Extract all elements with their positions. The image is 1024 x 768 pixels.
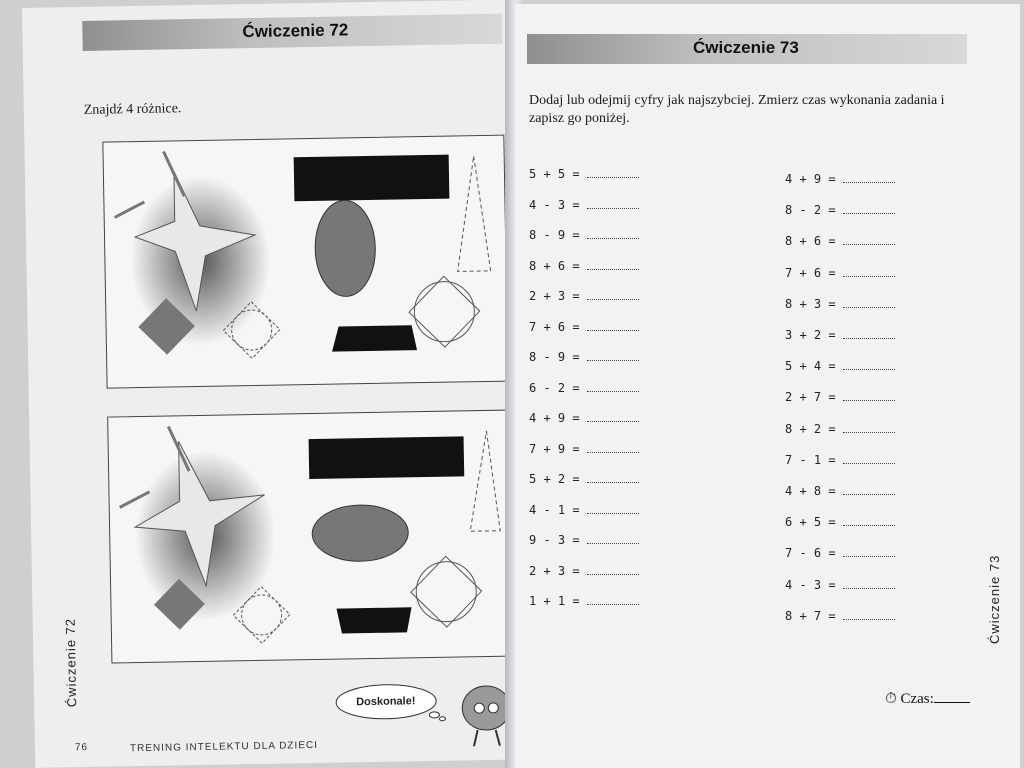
equation-text: 5 + 2 = (529, 472, 587, 486)
answer-blank[interactable] (843, 234, 895, 245)
equation-row (785, 328, 895, 342)
bubble-text: Doskonale! (356, 695, 416, 709)
equation-text: 2 + 3 = (529, 563, 587, 578)
black-rectangle (294, 155, 450, 202)
answer-blank[interactable] (587, 442, 639, 453)
answer-blank[interactable] (843, 546, 895, 557)
equation-text: 2 + 3 = (529, 289, 587, 303)
equation-row (529, 594, 639, 608)
equation-row (529, 564, 639, 578)
right-page (515, 4, 1020, 768)
equation-row (529, 320, 639, 334)
time-field (885, 690, 970, 708)
equation-text: 7 + 6 = (529, 319, 587, 334)
answer-blank[interactable] (843, 453, 895, 464)
answer-blank[interactable] (587, 259, 639, 270)
equation-row (529, 381, 639, 395)
stopwatch-icon: ⏱ (885, 691, 897, 707)
equation-row (785, 578, 895, 592)
equation-text: 4 - 3 = (785, 577, 843, 592)
equation-text: 7 + 6 = (785, 265, 843, 280)
equation-row (529, 259, 639, 273)
answer-blank[interactable] (843, 266, 895, 277)
answer-blank[interactable] (843, 578, 895, 589)
equation-row (785, 390, 895, 404)
equation-row (529, 442, 639, 456)
answer-blank[interactable] (843, 172, 895, 183)
sun-circle (416, 561, 477, 622)
sun-circle (414, 281, 475, 342)
exercise-72-instruction: Znajdź 4 różnice. (83, 101, 182, 118)
dashed-triangle (456, 156, 491, 272)
equation-row (785, 609, 895, 623)
equation-text: 4 + 9 = (785, 172, 843, 186)
equation-row (785, 484, 895, 498)
equation-text: 8 + 2 = (785, 421, 843, 436)
equation-row (785, 546, 895, 560)
black-rectangle (309, 436, 465, 479)
shapes-drawing-top (103, 136, 507, 388)
equation-row (529, 228, 639, 242)
exercise-73-instruction: Dodaj lub odejmij cyfry jak najszybciej. Zmierz czas wykonania zadania i zapisz go poniżej. (529, 93, 945, 126)
sun-rays (409, 276, 480, 347)
answer-blank[interactable] (587, 198, 639, 209)
time-answer-line[interactable] (934, 690, 970, 703)
equation-row (529, 411, 639, 425)
black-trapezoid (332, 325, 417, 351)
answer-blank[interactable] (843, 203, 895, 214)
answer-blank[interactable] (587, 320, 639, 331)
sun-rays (411, 556, 482, 627)
equation-row (785, 203, 895, 217)
answer-blank[interactable] (843, 328, 895, 339)
equation-text: 6 + 5 = (785, 515, 843, 530)
equation-text: 8 + 6 = (529, 258, 587, 273)
answer-blank[interactable] (843, 359, 895, 370)
equation-row (529, 198, 639, 212)
answer-blank[interactable] (587, 594, 639, 605)
answer-blank[interactable] (587, 350, 639, 361)
answer-blank[interactable] (587, 411, 639, 422)
equation-text: 7 + 9 = (529, 441, 587, 456)
equation-text: 5 + 5 = (529, 167, 587, 181)
answer-blank[interactable] (587, 503, 639, 514)
answer-blank[interactable] (843, 484, 895, 495)
answer-blank[interactable] (843, 609, 895, 620)
shapes-drawing-bottom (108, 411, 512, 663)
equation-row (785, 266, 895, 280)
equation-text: 2 + 7 = (785, 390, 843, 405)
equation-text: 5 + 4 = (785, 359, 843, 374)
equation-text: 8 - 2 = (785, 203, 843, 218)
equation-row (785, 453, 895, 467)
equation-text: 3 + 2 = (785, 328, 843, 342)
equation-row (529, 533, 639, 547)
page-number: 76 (74, 741, 89, 754)
equation-text: 9 - 3 = (529, 533, 587, 547)
equation-text: 8 - 9 = (529, 228, 587, 242)
left-page (22, 0, 525, 768)
exercise-72-title: Ćwiczenie 72 (242, 20, 349, 42)
time-label: Czas: (900, 691, 934, 707)
equation-text: 8 + 7 = (785, 608, 843, 623)
equation-row (529, 289, 639, 303)
answer-blank[interactable] (843, 390, 895, 401)
equation-row (785, 297, 895, 311)
equation-text: 1 + 1 = (529, 594, 587, 608)
answer-blank[interactable] (587, 167, 639, 178)
equation-text: 6 - 2 = (529, 380, 587, 395)
answer-blank[interactable] (843, 422, 895, 433)
answer-blank[interactable] (587, 289, 639, 300)
equation-text: 4 - 3 = (529, 197, 587, 212)
equation-text: 7 - 6 = (785, 546, 843, 561)
exercise-73-title: Ćwiczenie 73 (693, 38, 799, 57)
equation-text: 8 + 6 = (785, 234, 843, 249)
equation-row (529, 167, 639, 181)
equation-text: 8 - 9 = (529, 350, 587, 364)
grey-ellipse (312, 504, 409, 562)
answer-blank[interactable] (843, 297, 895, 308)
picture-panel-bottom (107, 410, 513, 664)
equation-row (785, 172, 895, 186)
equation-text: 8 + 3 = (785, 296, 843, 311)
equation-row (529, 350, 639, 364)
equation-text: 7 - 1 = (785, 452, 843, 467)
picture-panel-top (102, 135, 508, 389)
equation-row (785, 234, 895, 248)
answer-blank[interactable] (587, 533, 639, 544)
equation-row (785, 422, 895, 436)
answer-blank[interactable] (843, 515, 895, 526)
equation-row (529, 472, 639, 486)
right-side-label: Ćwiczenie 73 (987, 554, 1002, 644)
answer-blank[interactable] (587, 228, 639, 239)
equation-row (785, 359, 895, 373)
answer-blank[interactable] (587, 472, 639, 483)
answer-blank[interactable] (587, 381, 639, 392)
answer-blank[interactable] (587, 564, 639, 575)
black-trapezoid (337, 607, 412, 633)
equation-text: 4 + 9 = (529, 411, 587, 425)
equation-text: 4 + 8 = (785, 484, 843, 498)
book-title-footer: TRENING INTELEKTU DLA DZIECI (129, 739, 319, 755)
equation-row (785, 515, 895, 529)
equation-row (529, 503, 639, 517)
left-side-label: Ćwiczenie 72 (62, 617, 80, 708)
grey-ellipse (314, 200, 376, 297)
star-ray (114, 202, 144, 218)
dashed-triangle (468, 431, 500, 532)
equation-text: 4 - 1 = (529, 502, 587, 517)
